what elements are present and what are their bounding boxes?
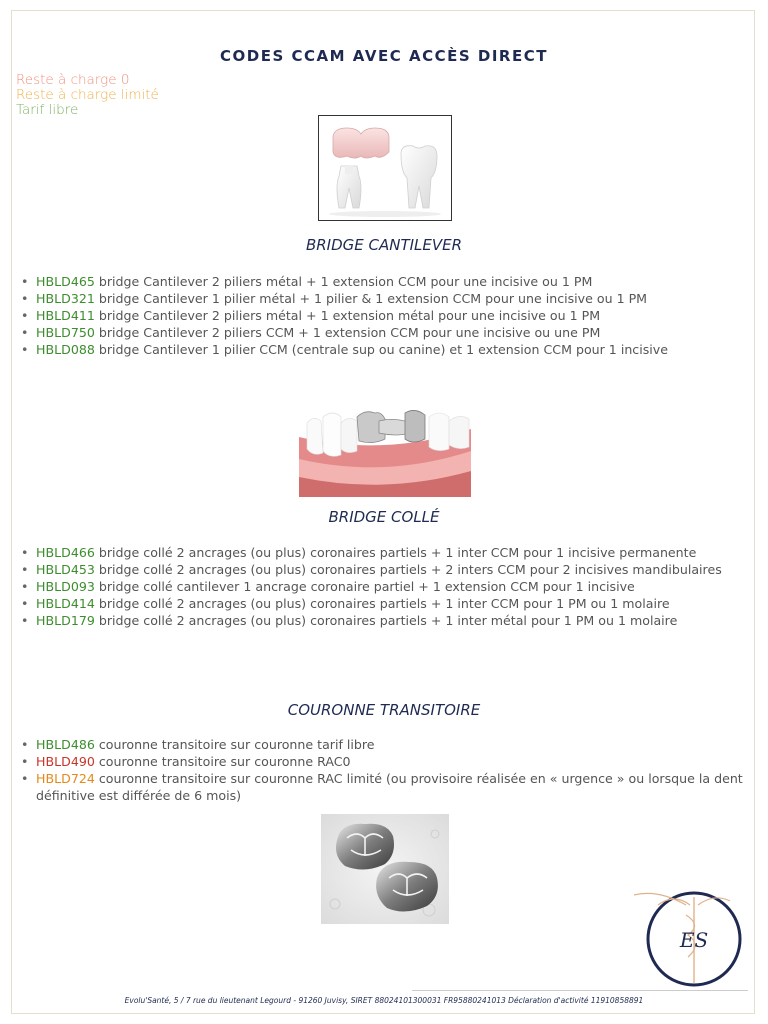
ccam-code: HBLD724 bbox=[36, 771, 95, 786]
section-title-couronne-transitoire: COURONNE TRANSITOIRE bbox=[287, 701, 481, 719]
item-description: bridge Cantilever 2 piliers métal + 1 extension métal pour une incisive ou 1 PM bbox=[94, 308, 601, 323]
list-item bbox=[36, 307, 748, 324]
page-title: CODES CCAM AVEC ACCÈS DIRECT bbox=[220, 47, 548, 65]
couronne-transitoire-list bbox=[36, 736, 748, 804]
list-item bbox=[36, 273, 748, 290]
ccam-code: HBLD750 bbox=[36, 325, 95, 340]
item-description: couronne transitoire sur couronne RAC0 bbox=[94, 754, 351, 769]
section-title-bridge-colle: BRIDGE COLLÉ bbox=[328, 508, 440, 526]
bridge-cantilever-image bbox=[318, 115, 452, 221]
legend-rac-limite: Reste à charge limité bbox=[16, 87, 159, 103]
footer-divider bbox=[412, 990, 748, 991]
item-description: couronne transitoire sur couronne RAC limité (ou provisoire réalisée en « urgence » ou lorsque la dent définitive est différée de 6 mois) bbox=[36, 771, 743, 803]
list-item bbox=[36, 595, 748, 612]
ccam-code: HBLD093 bbox=[36, 579, 95, 594]
list-item bbox=[36, 544, 748, 561]
item-description: bridge Cantilever 1 pilier métal + 1 pilier & 1 extension CCM pour une incisive ou 1 PM bbox=[94, 291, 648, 306]
ccam-code: HBLD321 bbox=[36, 291, 95, 306]
ccam-code: HBLD466 bbox=[36, 545, 95, 560]
logo-initials: ES bbox=[679, 928, 709, 952]
item-description: bridge Cantilever 1 pilier CCM (centrale sup ou canine) et 1 extension CCM pour 1 incisive bbox=[94, 342, 668, 357]
ccam-code: HBLD453 bbox=[36, 562, 95, 577]
list-item bbox=[36, 290, 748, 307]
ccam-code: HBLD490 bbox=[36, 754, 95, 769]
item-description: bridge collé 2 ancrages (ou plus) coronaires partiels + 1 inter métal pour 1 PM ou 1 molaire bbox=[94, 613, 678, 628]
legend-rac0: Reste à charge 0 bbox=[16, 72, 130, 88]
list-item bbox=[36, 578, 748, 595]
list-item bbox=[36, 753, 748, 770]
ccam-code: HBLD486 bbox=[36, 737, 95, 752]
item-description: bridge collé 2 ancrages (ou plus) coronaires partiels + 1 inter CCM pour 1 incisive permanente bbox=[94, 545, 697, 560]
item-description: bridge collé 2 ancrages (ou plus) coronaires partiels + 2 inters CCM pour 2 incisives mandibulaires bbox=[94, 562, 722, 577]
ccam-code: HBLD411 bbox=[36, 308, 95, 323]
color-legend bbox=[16, 73, 159, 118]
document-page bbox=[11, 10, 755, 1014]
bridge-colle-image bbox=[299, 399, 471, 497]
item-description: couronne transitoire sur couronne tarif libre bbox=[94, 737, 375, 752]
ccam-code: HBLD179 bbox=[36, 613, 95, 628]
list-item bbox=[36, 561, 748, 578]
bridge-colle-list bbox=[36, 544, 748, 629]
item-description: bridge Cantilever 2 piliers métal + 1 extension CCM pour une incisive ou 1 PM bbox=[94, 274, 593, 289]
list-item bbox=[36, 612, 748, 629]
ccam-code: HBLD414 bbox=[36, 596, 95, 611]
item-description: bridge Cantilever 2 piliers CCM + 1 extension CCM pour une incisive ou une PM bbox=[94, 325, 601, 340]
evolusante-logo bbox=[628, 875, 754, 993]
legend-tarif-libre: Tarif libre bbox=[16, 102, 79, 118]
ccam-code: HBLD465 bbox=[36, 274, 95, 289]
metal-crowns-image bbox=[321, 814, 449, 924]
list-item bbox=[36, 770, 748, 804]
item-description: bridge collé cantilever 1 ancrage coronaire partiel + 1 extension CCM pour 1 incisive bbox=[94, 579, 635, 594]
bridge-cantilever-list bbox=[36, 273, 748, 358]
list-item bbox=[36, 736, 748, 753]
list-item bbox=[36, 324, 748, 341]
section-title-bridge-cantilever: BRIDGE CANTILEVER bbox=[305, 236, 463, 254]
ccam-code: HBLD088 bbox=[36, 342, 95, 357]
item-description: bridge collé 2 ancrages (ou plus) coronaires partiels + 1 inter CCM pour 1 PM ou 1 molaire bbox=[94, 596, 670, 611]
list-item bbox=[36, 341, 748, 358]
footer-text: Evolu'Santé, 5 / 7 rue du lieutenant Legourd - 91260 Juvisy, SIRET 88024101300031 FR95880241013 Déclaration d'activité 11910858891 bbox=[124, 996, 644, 1005]
